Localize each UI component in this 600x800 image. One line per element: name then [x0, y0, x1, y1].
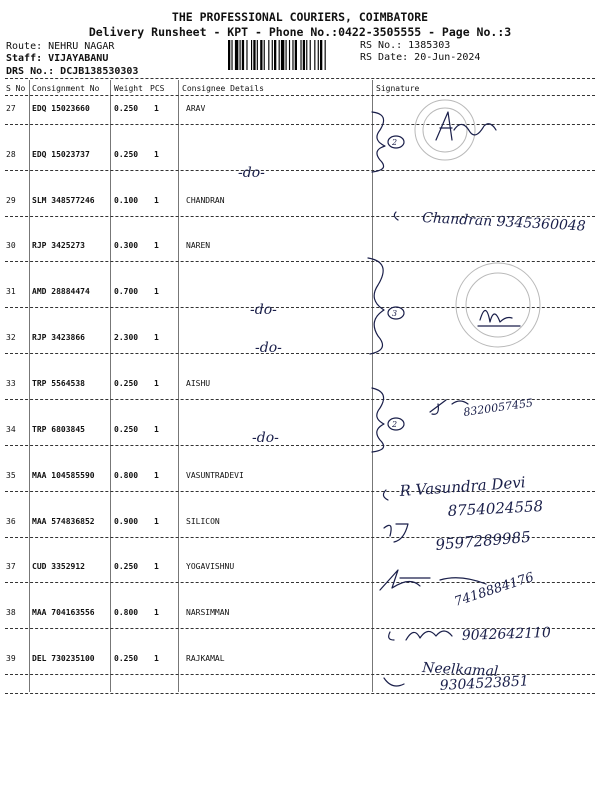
rs-number: RS No.: 1385303 [360, 40, 451, 51]
staff-label: Staff: VIJAYABANU [6, 53, 109, 64]
count-mark: 2 [392, 138, 398, 147]
row-sno: 37 [6, 562, 16, 571]
row-pcs: 1 [154, 196, 159, 205]
row-consignment-no: AMD 28884474 [32, 287, 90, 296]
row-consignee: AISHU [186, 379, 211, 388]
signature-29: Chandran 9345360048 [421, 210, 587, 235]
signature-33-phone: 8320057455 [462, 396, 534, 419]
row-sno: 29 [6, 196, 16, 205]
col-header-signature: Signature [376, 84, 420, 93]
row-consignment-no: CUD 3352912 [32, 562, 85, 571]
count-mark: 3 [392, 309, 398, 318]
row-pcs: 1 [154, 150, 159, 159]
row-weight: 0.250 [114, 150, 139, 159]
route-label: Route: NEHRU NAGAR [6, 41, 115, 52]
row-consignment-no: EDQ 15023737 [32, 150, 90, 159]
row-pcs: 1 [154, 608, 159, 617]
row-sno: 33 [6, 379, 16, 388]
row-weight: 2.300 [114, 333, 139, 342]
row-weight: 0.700 [114, 287, 139, 296]
signature-35-phone: 8754024558 [447, 497, 544, 520]
row-sno: 28 [6, 150, 16, 159]
ditto-mark: -do- [238, 165, 265, 181]
row-pcs: 1 [154, 425, 159, 434]
col-header-weight: Weight [114, 84, 143, 93]
row-consignee: YOGAVISHNU [186, 562, 235, 571]
row-pcs: 1 [154, 562, 159, 571]
runsheet-subtitle: Delivery Runsheet - KPT - Phone No.:0422-3505555 - Page No.:3 [88, 25, 512, 39]
row-consignee: CHANDRAN [186, 196, 225, 205]
signature-39-phone: 9304523851 [439, 673, 530, 694]
signature-37: 7418884176 [452, 569, 536, 610]
row-weight: 0.250 [114, 562, 139, 571]
row-consignment-no: TRP 6803845 [32, 425, 85, 434]
row-weight: 0.900 [114, 517, 139, 526]
row-consignment-no: RJP 3425273 [32, 241, 85, 250]
row-sno: 27 [6, 104, 16, 113]
row-sno: 35 [6, 471, 16, 480]
row-consignee: NARSIMMAN [186, 608, 230, 617]
ditto-mark: -do- [252, 430, 279, 446]
col-header-pcs: PCS [150, 84, 165, 93]
row-consignment-no: TRP 5564538 [32, 379, 85, 388]
row-pcs: 1 [154, 104, 159, 113]
row-weight: 0.100 [114, 196, 139, 205]
signature-38: 9042642110 [461, 624, 552, 644]
row-pcs: 1 [154, 241, 159, 250]
row-consignee: ARAV [186, 104, 206, 113]
company-name: THE PROFESSIONAL COURIERS, COIMBATORE [171, 10, 429, 24]
row-sno: 32 [6, 333, 16, 342]
row-consignment-no: MAA 104585590 [32, 471, 95, 480]
rs-date: RS Date: 20-Jun-2024 [360, 52, 481, 63]
row-sno: 38 [6, 608, 16, 617]
row-pcs: 1 [154, 654, 159, 663]
signature-35-name: R Vasundra Devi [399, 473, 527, 500]
drs-number: DRS No.: DCJB138530303 [6, 66, 139, 77]
row-consignment-no: DEL 730235100 [32, 654, 95, 663]
row-consignee: SILICON [186, 517, 220, 526]
row-weight: 0.250 [114, 379, 139, 388]
row-consignment-no: RJP 3423866 [32, 333, 85, 342]
row-sno: 39 [6, 654, 16, 663]
row-sno: 30 [6, 241, 16, 250]
signature-36: 9597289985 [434, 527, 532, 554]
row-weight: 0.250 [114, 425, 139, 434]
row-weight: 0.800 [114, 608, 139, 617]
row-sno: 34 [6, 425, 16, 434]
col-header-consignee: Consignee Details [182, 84, 264, 93]
row-consignment-no: EDQ 15023660 [32, 104, 90, 113]
row-sno: 36 [6, 517, 16, 526]
row-consignee: RAJKAMAL [186, 654, 225, 663]
col-header-sno: S No [6, 84, 26, 93]
row-pcs: 1 [154, 333, 159, 342]
row-consignee: NAREN [186, 241, 211, 250]
row-weight: 0.800 [114, 471, 139, 480]
row-weight: 0.300 [114, 241, 139, 250]
row-sno: 31 [6, 287, 16, 296]
count-mark: 2 [392, 420, 398, 429]
ditto-mark: -do- [250, 302, 277, 318]
row-pcs: 1 [154, 379, 159, 388]
row-consignment-no: SLM 348577246 [32, 196, 95, 205]
signature-39-name: Neelkamal [421, 660, 499, 680]
row-weight: 0.250 [114, 654, 139, 663]
row-consignment-no: MAA 574836852 [32, 517, 95, 526]
row-consignee: VASUNTRADEVI [186, 471, 244, 480]
row-pcs: 1 [154, 471, 159, 480]
row-weight: 0.250 [114, 104, 139, 113]
row-consignment-no: MAA 704163556 [32, 608, 95, 617]
row-pcs: 1 [154, 287, 159, 296]
ditto-mark: -do- [255, 340, 282, 356]
row-pcs: 1 [154, 517, 159, 526]
col-header-consignment: Consignment No [32, 84, 100, 93]
